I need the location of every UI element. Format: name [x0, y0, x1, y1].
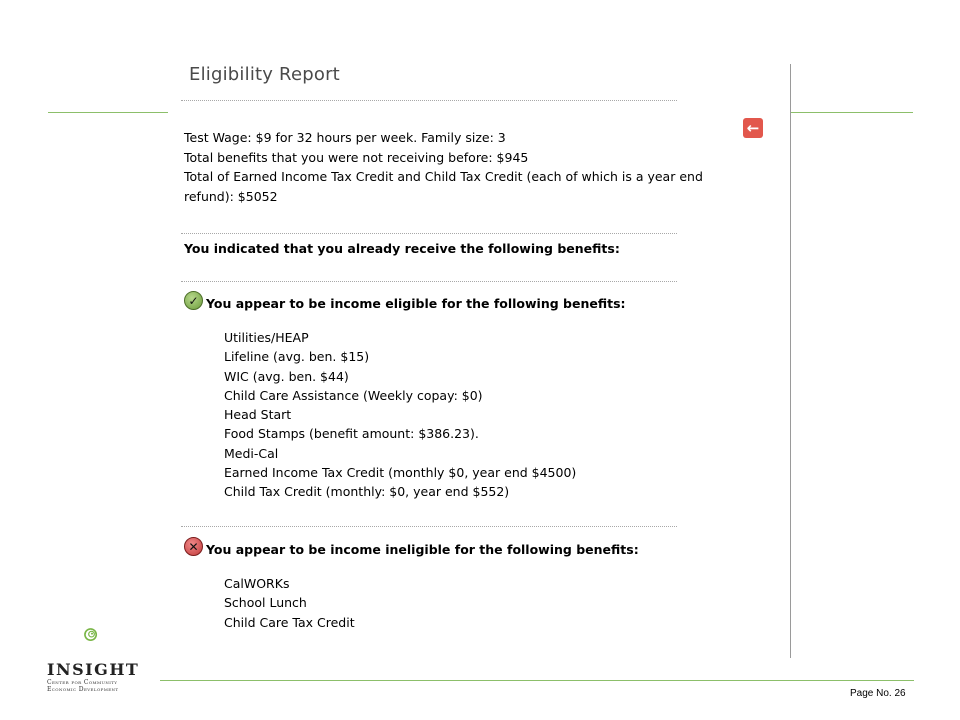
list-item: WIC (avg. ben. $44): [224, 368, 349, 384]
summary-block: [184, 128, 724, 206]
logo-subtitle: [47, 679, 119, 693]
eligible-list: [224, 328, 576, 502]
arrow-left-icon: ←: [746, 119, 760, 137]
page-title: Eligibility Report: [189, 64, 340, 85]
top-right-rule: [791, 112, 913, 113]
footer-rule: [160, 680, 914, 681]
top-left-rule: [48, 112, 168, 113]
list-item: Utilities/HEAP: [224, 330, 309, 345]
summary-line: Total of Earned Income Tax Credit and Child Tax Credit (each of which is a year end: [184, 169, 703, 184]
ineligible-heading: You appear to be income ineligible for the following benefits:: [206, 542, 639, 557]
list-item: Medi-Cal: [224, 445, 279, 461]
summary-line: Total benefits that you were not receiving before: $945: [184, 149, 529, 165]
divider: [181, 281, 677, 282]
list-item: CalWORKs: [224, 576, 290, 591]
list-item: Head Start: [224, 407, 292, 423]
divider: [181, 233, 677, 234]
summary-line: Test Wage: $9 for 32 hours per week. Family size: 3: [184, 130, 506, 145]
list-item: Lifeline (avg. ben. $15): [224, 349, 370, 365]
divider: [181, 526, 677, 527]
insight-logo-icon: [46, 628, 138, 660]
content-right-border: [790, 64, 791, 658]
x-icon: ✕: [184, 537, 203, 556]
check-icon: ✓: [184, 291, 203, 310]
ineligible-list: [224, 574, 355, 632]
list-item: Child Tax Credit (monthly: $0, year end $552): [224, 484, 510, 500]
logo-subtitle-line: Economic Development: [47, 686, 119, 693]
summary-line: refund): $5052: [184, 188, 278, 204]
back-button[interactable]: [743, 118, 763, 138]
logo-name: INSIGHT: [47, 660, 140, 679]
logo-subtitle-line: Center for Community: [47, 679, 118, 686]
page-number: Page No. 26: [850, 688, 906, 699]
eligible-heading: You appear to be income eligible for the following benefits:: [206, 296, 626, 311]
list-item: School Lunch: [224, 595, 307, 611]
list-item: Earned Income Tax Credit (monthly $0, year end $4500): [224, 465, 577, 481]
list-item: Child Care Assistance (Weekly copay: $0): [224, 387, 483, 403]
already-receive-heading: You indicated that you already receive the following benefits:: [184, 241, 620, 256]
divider: [181, 100, 677, 101]
list-item: Food Stamps (benefit amount: $386.23).: [224, 426, 479, 442]
list-item: Child Care Tax Credit: [224, 614, 355, 630]
